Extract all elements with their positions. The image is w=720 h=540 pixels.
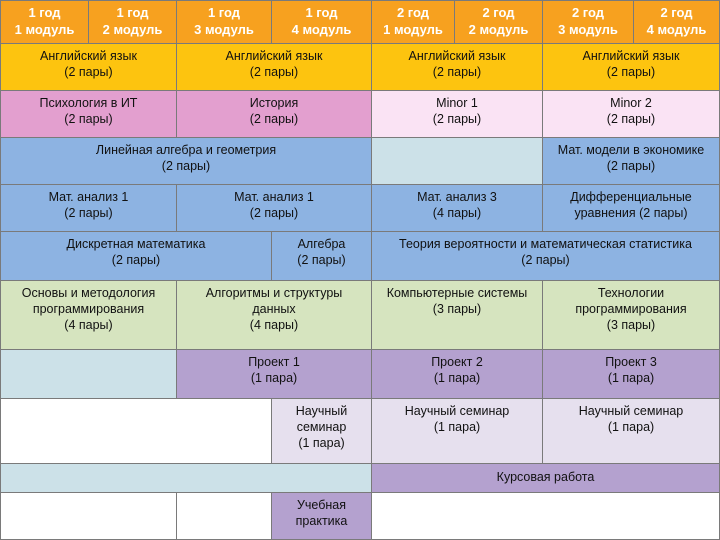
header-cell: 1 год 2 модуль — [88, 0, 177, 44]
course-cell-computer-systems: Компьютерные системы (3 пары) — [371, 280, 543, 350]
course-cell-seminar-2: Научный семинар (1 пара) — [371, 398, 543, 464]
empty-cell — [0, 463, 372, 493]
course-cell-project-3: Проект 3 (1 пара) — [542, 349, 720, 399]
course-cell-english: Английский язык (2 пары) — [176, 43, 372, 91]
course-cell-algebra: Алгебра (2 пары) — [271, 231, 372, 281]
header-cell: 2 год 4 модуль — [633, 0, 720, 44]
header-cell: 2 год 1 модуль — [371, 0, 455, 44]
course-cell-seminar-1: Научный семинар (1 пара) — [271, 398, 372, 464]
course-cell-programming-tech: Технологии программирования (3 пары) — [542, 280, 720, 350]
course-cell-project-1: Проект 1 (1 пара) — [176, 349, 372, 399]
empty-cell — [371, 137, 543, 185]
header-cell: 2 год 2 модуль — [454, 0, 543, 44]
course-cell-discrete-math: Дискретная математика (2 пары) — [0, 231, 272, 281]
course-cell-linear-algebra: Линейная алгебра и геометрия (2 пары) — [0, 137, 372, 185]
header-cell: 1 год 4 модуль — [271, 0, 372, 44]
header-cell: 2 год 3 модуль — [542, 0, 634, 44]
course-cell-coursework: Курсовая работа — [371, 463, 720, 493]
course-cell-math-models: Мат. модели в экономике (2 пары) — [542, 137, 720, 185]
course-cell-project-2: Проект 2 (1 пара) — [371, 349, 543, 399]
empty-cell — [371, 492, 720, 540]
course-cell-calculus-1b: Мат. анализ 1 (2 пары) — [176, 184, 372, 232]
empty-cell — [0, 349, 177, 399]
course-cell-seminar-3: Научный семинар (1 пара) — [542, 398, 720, 464]
header-cell: 1 год 3 модуль — [176, 0, 272, 44]
header-cell: 1 год 1 модуль — [0, 0, 89, 44]
course-cell-english: Английский язык (2 пары) — [0, 43, 177, 91]
course-cell-programming-basics: Основы и методология программирования (4 пары) — [0, 280, 177, 350]
course-cell-psychology: Психология в ИТ (2 пары) — [0, 90, 177, 138]
empty-cell — [0, 398, 272, 464]
course-cell-calculus-3: Мат. анализ 3 (4 пары) — [371, 184, 543, 232]
course-cell-minor-2: Minor 2 (2 пары) — [542, 90, 720, 138]
course-cell-practice: Учебная практика — [271, 492, 372, 540]
course-cell-minor-1: Minor 1 (2 пары) — [371, 90, 543, 138]
course-cell-history: История (2 пары) — [176, 90, 372, 138]
course-cell-diff-equations: Дифференциальные уравнения (2 пары) — [542, 184, 720, 232]
course-cell-calculus-1: Мат. анализ 1 (2 пары) — [0, 184, 177, 232]
course-cell-probability: Теория вероятности и математическая статистика (2 пары) — [371, 231, 720, 281]
course-cell-english: Английский язык (2 пары) — [371, 43, 543, 91]
empty-cell — [176, 492, 272, 540]
course-cell-english: Английский язык (2 пары) — [542, 43, 720, 91]
course-cell-algorithms: Алгоритмы и структуры данных (4 пары) — [176, 280, 372, 350]
empty-cell — [0, 492, 177, 540]
